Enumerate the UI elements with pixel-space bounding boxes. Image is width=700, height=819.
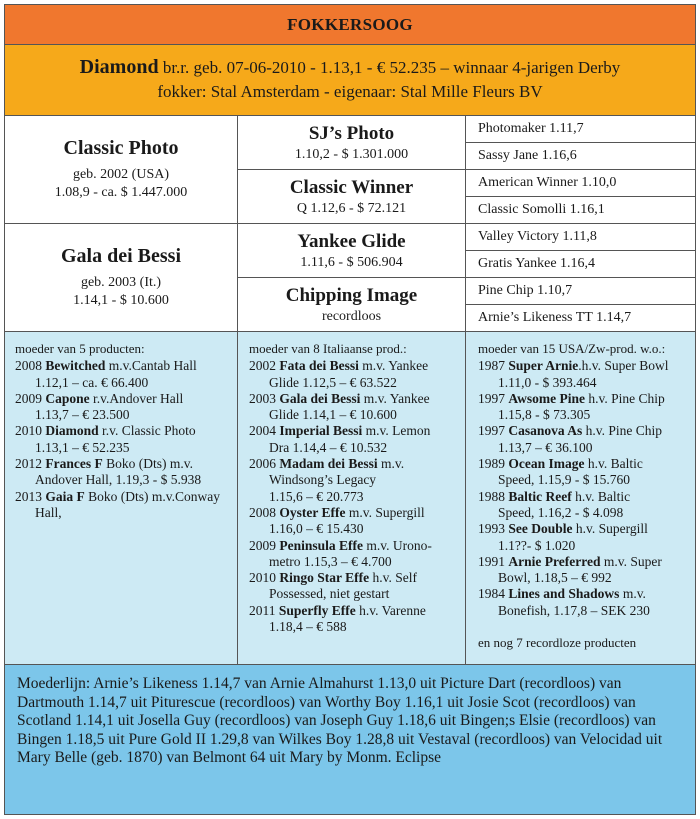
entry-year: 1988 — [478, 488, 505, 504]
entry-record: Windsong’s Legacy — [269, 472, 377, 488]
entry-record: 1.13,7 – € 36.100 — [498, 439, 593, 455]
gen2-name: Classic Winner — [289, 176, 414, 198]
entry-record: Speed, 1.15,9 - $ 15.760 — [498, 472, 630, 488]
entry-year: 1993 — [478, 521, 505, 537]
entry-year: 2013 — [15, 488, 42, 504]
sire-birth: geb. 2002 (USA) — [72, 167, 170, 182]
entry-pedigree: m.v. Urono- — [363, 537, 432, 553]
entry-name: Lines and Shadows — [508, 586, 620, 602]
entry-record: Bonefish, 1.17,8 – SEK 230 — [498, 602, 650, 618]
entry-pedigree: h.v. Pine Chip — [585, 390, 665, 406]
horse-header — [5, 45, 695, 116]
offspring-entry — [15, 456, 237, 489]
entry-record: 1.12,1 – ca. € 66.400 — [35, 374, 149, 390]
gen2-record: recordloos — [321, 308, 382, 324]
entry-pedigree: m.v. Lemon — [362, 423, 431, 439]
greatgranddam-offspring-column — [466, 332, 695, 665]
entry-pedigree: h.v. Supergill — [572, 521, 648, 537]
entry-record: Speed, 1.16,2 - $ 4.098 — [498, 504, 624, 520]
entry-pedigree: h.v. Baltic — [571, 488, 631, 504]
offspring-entry — [249, 570, 465, 603]
entry-year: 1989 — [478, 456, 505, 472]
entry-name: Casanova As — [508, 423, 583, 439]
entry-record: Possessed, niet gestart — [269, 586, 390, 602]
entry-year: 2010 — [249, 570, 276, 586]
entry-record: 1.1??- $ 1.020 — [498, 537, 576, 553]
entry-name: Arnie Preferred — [508, 553, 601, 569]
offspring-entry — [249, 391, 465, 424]
entry-pedigree: m.v. Supergill — [345, 504, 425, 520]
granddam-offspring-column — [238, 332, 466, 665]
entry-pedigree: h.v. Pine Chip — [582, 423, 663, 439]
entry-year: 2010 — [15, 423, 42, 439]
entry-pedigree: m.v. — [619, 586, 646, 602]
offspring-entry — [249, 505, 465, 538]
dam-offspring-column — [5, 332, 238, 665]
entry-pedigree: m.v. Yankee — [358, 358, 429, 374]
gen3-cell: Pine Chip 1.10,7 — [466, 278, 695, 305]
gen3-cell: Classic Somolli 1.16,1 — [466, 197, 695, 224]
offspring-entry — [478, 358, 695, 391]
entry-name: Baltic Reef — [508, 488, 572, 504]
entry-name: Gala dei Bessi — [279, 390, 361, 406]
gen3-cell: Photomaker 1.11,7 — [466, 116, 695, 143]
offspring-entry — [15, 391, 237, 424]
entry-pedigree: h.v. Self — [369, 570, 417, 586]
entry-name: Fata dei Bessi — [279, 358, 359, 374]
gen3-cell: Valley Victory 1.11,8 — [466, 224, 695, 251]
entry-record-cont: 1.15,6 – € 20.773 — [269, 488, 364, 504]
offspring-entry — [249, 603, 465, 636]
offspring-entry — [249, 358, 465, 391]
dam-name: Gala dei Bessi — [60, 245, 181, 267]
entry-year: 2008 — [249, 504, 276, 520]
offspring-section — [5, 332, 695, 665]
entry-pedigree: h.v. Varenne — [355, 602, 426, 618]
entry-name: Ringo Star Effe — [279, 570, 370, 586]
entry-pedigree: Boko (Dts) m.v. — [102, 456, 193, 472]
moederlijn-text: Moederlijn: Arnie’s Likeness 1.14,7 van Arnie Almahurst 1.13,0 uit Picture Dart (recordloos) van Dartmouth 1.14,7 uit Piturescue (recordloos) van Worthy Boy 1.16,1 uit Josie Scot (recordloos) van Scotland 1.14,1 uit Josella Guy (recordloos) van Joseph Guy 1.18,6 uit Bingen;s Elsie (recordloos) van Bingen 1.18,5 uit Pure Gold II 1.29,8 van Wilkes Boy 1.28,8 uit Vestaval (recordloos) van Velocidad uit Mary Belle (geb. 1870) van Belmont 64 uit Mary by Monm. Eclipse — [5, 665, 695, 814]
entry-record: 1.18,4 – € 588 — [269, 619, 347, 635]
column-heading: moeder van 15 USA/Zw-prod. w.o.: — [478, 341, 666, 356]
offspring-entry — [478, 554, 695, 587]
entry-year: 2011 — [249, 602, 276, 618]
entry-pedigree: r.v.Andover Hall — [89, 390, 184, 406]
entry-pedigree: .h.v. Super Bowl — [578, 358, 669, 374]
offspring-entry — [478, 489, 695, 522]
offspring-entry — [249, 456, 465, 505]
offspring-entry — [478, 586, 695, 619]
entry-name: See Double — [508, 521, 573, 537]
entry-name: Superfly Effe — [278, 602, 356, 618]
entry-year: 1984 — [478, 586, 505, 602]
horse-line-2: fokker: Stal Amsterdam - eigenaar: Stal Mille Fleurs BV — [157, 82, 543, 101]
gen2-cell — [238, 170, 466, 224]
offspring-entry — [478, 423, 695, 456]
offspring-entry — [15, 489, 237, 522]
entry-record: Andover Hall, 1.19,3 - $ 5.938 — [35, 472, 202, 488]
entry-name: Oyster Effe — [279, 504, 346, 520]
sire-name: Classic Photo — [63, 137, 179, 159]
dam-record: 1.14,1 - $ 10.600 — [73, 293, 169, 308]
entry-record: 1.15,8 - $ 73.305 — [498, 407, 591, 423]
entry-record: Hall, — [35, 504, 62, 520]
offspring-entry — [478, 391, 695, 424]
sire-cell — [5, 116, 238, 224]
column-heading: moeder van 8 Italiaanse prod.: — [249, 341, 407, 356]
pedigree-sheet — [4, 4, 696, 815]
entry-year: 1991 — [478, 553, 505, 569]
page-title: FOKKERSOOG — [5, 5, 695, 45]
gen2-name: SJ’s Photo — [308, 122, 395, 144]
entry-pedigree: m.v.Cantab Hall — [105, 358, 197, 374]
offspring-entry — [15, 358, 237, 391]
dam-cell — [5, 224, 238, 332]
entry-name: Capone — [45, 390, 90, 406]
entry-record: Bowl, 1.18,5 – € 992 — [498, 570, 612, 586]
entry-name: Peninsula Effe — [279, 537, 364, 553]
entry-pedigree: r.v. Classic Photo — [98, 423, 196, 439]
entry-name: Super Arnie — [508, 358, 579, 374]
dam-birth: geb. 2003 (It.) — [80, 275, 162, 290]
gen2-record: 1.11,6 - $ 506.904 — [300, 254, 403, 270]
entry-pedigree: h.v. Baltic — [584, 456, 643, 472]
gen2-name: Yankee Glide — [297, 230, 406, 252]
entry-record: 1.13,1 – € 52.235 — [35, 439, 130, 455]
horse-details: br.r. geb. 07-06-2010 - 1.13,1 - € 52.235 – winnaar 4-jarigen Derby — [158, 58, 621, 77]
entry-record: 1.13,7 – € 23.500 — [35, 407, 130, 423]
gen2-record: Q 1.12,6 - $ 72.121 — [296, 200, 407, 216]
offspring-entry — [15, 423, 237, 456]
entry-pedigree: m.v. Yankee — [360, 390, 430, 406]
gen3-cell: Gratis Yankee 1.16,4 — [466, 251, 695, 278]
entry-year: 2008 — [15, 358, 42, 374]
entry-record: Glide 1.12,5 – € 63.522 — [269, 374, 397, 390]
entry-record: 1.11,0 - $ 393.464 — [498, 374, 597, 390]
entry-year: 2006 — [249, 456, 276, 472]
pedigree-table — [5, 116, 695, 332]
entry-pedigree: m.v. Super — [600, 553, 662, 569]
entry-name: Madam dei Bessi — [279, 456, 378, 472]
entry-year: 2009 — [15, 390, 42, 406]
sire-record: 1.08,9 - ca. $ 1.447.000 — [54, 185, 188, 200]
entry-record: 1.16,0 – € 15.430 — [269, 521, 364, 537]
entry-record: Dra 1.14,4 – € 10.532 — [269, 439, 388, 455]
entry-record: metro 1.15,3 – € 4.700 — [269, 553, 392, 569]
entry-pedigree: m.v. — [377, 456, 405, 472]
entry-record: Glide 1.14,1 – € 10.600 — [269, 407, 397, 423]
offspring-entry — [249, 423, 465, 456]
entry-year: 2009 — [249, 537, 276, 553]
entry-year: 1997 — [478, 423, 505, 439]
offspring-entry — [478, 456, 695, 489]
offspring-extra-note: en nog 7 recordloze producten — [478, 635, 637, 651]
gen3-cell: American Winner 1.10,0 — [466, 170, 695, 197]
entry-year: 1987 — [478, 358, 505, 374]
entry-name: Bewitched — [45, 358, 106, 374]
entry-year: 2004 — [249, 423, 276, 439]
entry-year: 2002 — [249, 358, 276, 374]
entry-name: Diamond — [45, 423, 99, 439]
entry-name: Ocean Image — [508, 456, 585, 472]
entry-pedigree: Boko (Dts) m.v.Conway — [84, 488, 220, 504]
entry-year: 2003 — [249, 390, 276, 406]
gen2-cell — [238, 224, 466, 278]
offspring-entry — [478, 521, 695, 554]
gen2-cell — [238, 116, 466, 170]
entry-name: Awsome Pine — [508, 390, 585, 406]
gen3-cell: Arnie’s Likeness TT 1.14,7 — [466, 305, 695, 332]
entry-year: 2012 — [15, 456, 42, 472]
horse-name: Diamond — [79, 56, 159, 78]
gen2-cell — [238, 278, 466, 332]
entry-name: Gaia F — [45, 488, 85, 504]
offspring-entry — [249, 538, 465, 571]
gen2-record: 1.10,2 - $ 1.301.000 — [294, 146, 409, 162]
column-heading: moeder van 5 producten: — [15, 341, 145, 356]
entry-name: Imperial Bessi — [279, 423, 363, 439]
entry-name: Frances F — [45, 456, 103, 472]
gen2-name: Chipping Image — [285, 284, 418, 306]
entry-year: 1997 — [478, 390, 505, 406]
horse-line-1 — [5, 55, 695, 80]
gen3-cell: Sassy Jane 1.16,6 — [466, 143, 695, 170]
